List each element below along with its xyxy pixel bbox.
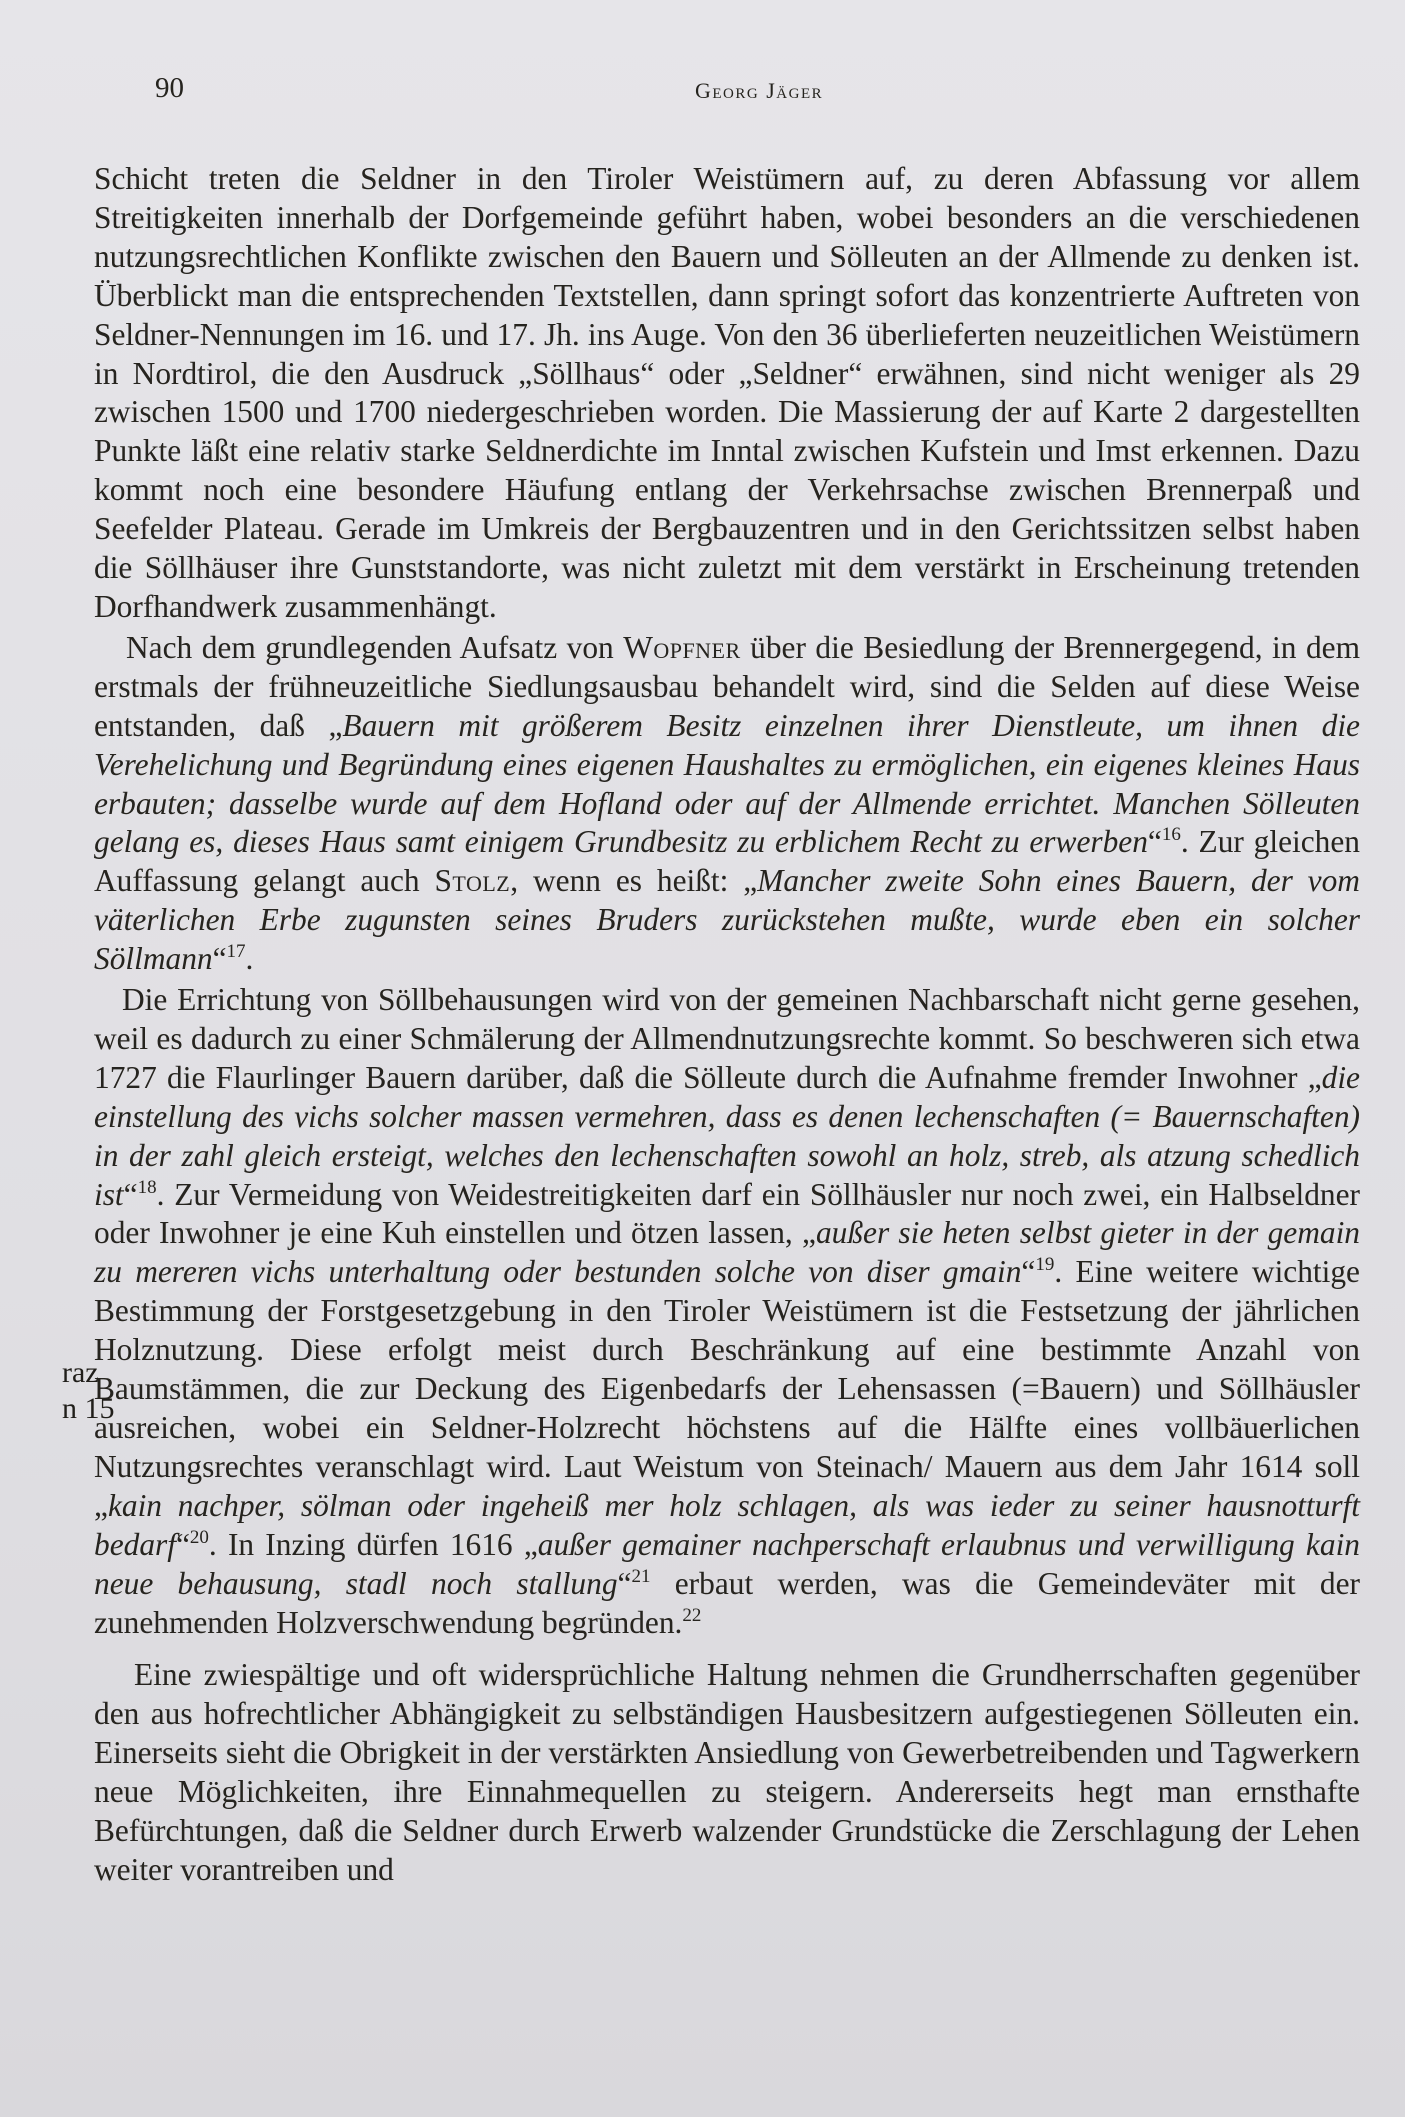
footnote-ref: 16 [1161,824,1181,846]
body-text [94,160,1360,1890]
footnote-ref: 19 [1035,1254,1055,1276]
footnote-ref: 17 [226,941,246,963]
text-run: “ [175,1526,190,1562]
page-header [155,72,1405,112]
paragraph [94,1656,1360,1889]
margin-note-line: n 15 [62,1392,115,1425]
text-run: Eine zwiespältige und oft widersprüchliche Haltung nehmen die Grundherrschaften gegenüber den aus hofrechtlicher Abhängigkeit zu selbständigen Hausbesitzern aufgestiegenen Sölleuten ein. Einerseits sieht die Obrigkeit in der verstärkten Ansiedlung von Gewerbetreibenden und Tagwerkern neue Möglichkeiten, ihre Einnahmequellen zu steigern. Andererseits hegt man ernsthafte Befürchtungen, daß die Seldner durch Erwerb walzender Grundstücke die Zerschlagung der Lehen weiter vorantreiben und [94,1657,1360,1887]
margin-note-line: raz [62,1356,99,1389]
footnote-ref: 18 [137,1176,157,1198]
text-run: . Zur gleichen Auffassung gelangt auch [94,824,1360,899]
running-head: Georg Jäger [695,78,824,103]
text-run: erbaut werden, was die Gemeindeväter mit der zunehmenden Holzverschwendung begründen. [94,1565,1360,1640]
quotation: außer gemainer nachperschaft erlaubnus und verwilligung kain neue behausung, stadl noch stallung [94,1526,1360,1601]
text-run: , wenn es heißt: „ [510,863,758,899]
footnote-ref: 22 [682,1604,702,1626]
margin-note [62,1355,115,1427]
text-run: “ [123,1176,138,1212]
footnote-ref: 20 [189,1526,209,1548]
paragraph [94,981,1360,1642]
paragraph [94,160,1360,627]
text-run: “ [1021,1254,1036,1290]
text-run: . Eine weitere wichtige Bestimmung der Forstgesetzgebung in den Tiroler Weistümern ist die Festsetzung der jährlichen Holznutzung. Diese erfolgt meist durch Beschränkung auf eine bestimmte Anzahl von Baumstämmen, die zur Deckung des Eigenbedarfs der Lehensassen (=Bauern) und Söllhäusler ausreichen, wobei ein Seldner-Holzrecht höchstens auf die Hälfte eines vollbäuerlichen Nutzungsrechtes veranschlagt wird. Laut Weistum von Steinach/ Mauern aus dem Jahr 1614 soll „ [94,1254,1360,1523]
page-number: 90 [155,72,184,104]
text-run: Nach dem grundlegenden Aufsatz von [126,629,624,665]
footnote-ref: 21 [631,1565,651,1587]
text-run: . Zur Vermeidung von Weidestreitigkeiten darf ein Söllhäusler nur noch zwei, ein Halbseldner oder Inwohner je eine Kuh einstellen und ötzen lassen, „ [94,1176,1360,1251]
text-run: über die Besiedlung der Brennergegend, in dem erstmals der frühneuzeitliche Siedlungsausbau behandelt wird, sind die Selden auf diese Weise entstanden, daß „ [94,629,1360,743]
paragraph [94,629,1360,979]
quotation: die einstellung des vichs solcher massen vermehren, dass es denen lechenschaften (= Bauernschaften) in der zahl gleich ersteigt, welches den lechenschaften sowohl an holz, streb, als atzung schedlich ist [94,1059,1360,1212]
text-run: “ [1147,824,1162,860]
quotation: kain nachper, sölman oder ingeheiß mer holz schlagen, als was ieder zu seiner hausnotturft bedarf [94,1487,1360,1562]
quotation: Mancher zweite Sohn eines Bauern, der vom väterlichen Erbe zugunsten seines Bruders zurückstehen mußte, wurde eben ein solcher Söllmann [94,863,1360,977]
author-name: Stolz [434,863,511,899]
text-run: “ [617,1565,632,1601]
text-run: Schicht treten die Seldner in den Tiroler Weistümern auf, zu deren Abfassung vor allem Streitigkeiten innerhalb der Dorfgemeinde geführt haben, wobei besonders an die verschiedenen nutzungsrechtlichen Konflikte zwischen den Bauern und Sölleuten an der Allmende zu denken ist. Überblickt man die entsprechenden Textstellen, dann springt sofort das konzentrierte Auftreten von Seldner-Nennungen im 16. und 17. Jh. ins Auge. Von den 36 überlieferten neuzeitlichen Weistümern in Nordtirol, die den Ausdruck „Söllhaus“ oder „Seldner“ erwähnen, sind nicht weniger als 29 zwischen 1500 und 1700 niedergeschrieben worden. Die Massierung der auf Karte 2 dargestellten Punkte läßt eine relativ starke Seldnerdichte im Inntal zwischen Kufstein und Imst erkennen. Dazu kommt noch eine besondere Häufung entlang der Verkehrsachse zwischen Brennerpaß und Seefelder Plateau. Gerade im Umkreis der Bergbauzentren und in den Gerichtssitzen selbst haben die Söllhäuser ihre Gunststandorte, was nicht zuletzt mit dem verstärkt in Erscheinung tretenden Dorfhandwerk zusammenhängt. [94,161,1360,624]
text-run: “ [212,941,227,977]
quotation: Bauern mit größerem Besitz einzelnen ihrer Dienstleute, um ihnen die Verehelichung und Begründung eines eigenen Haushaltes zu ermöglichen, ein eigenes kleines Haus erbauten; dasselbe wurde auf dem Hofland oder auf der Allmende errichtet. Manchen Sölleuten gelang es, dieses Haus samt einigem Grundbesitz zu erblichem Recht zu erwerben [94,707,1360,860]
author-name: Wopfner [623,629,741,665]
text-run: . In Inzing dürfen 1616 „ [208,1526,538,1562]
quotation: außer sie heten selbst gieter in der gemain zu mereren vichs unterhaltung oder bestunden solche von diser gmain [94,1215,1360,1290]
text-run: . [245,941,254,977]
text-run: Die Errichtung von Söllbehausungen wird von der gemeinen Nachbarschaft nicht gerne gesehen, weil es dadurch zu einer Schmälerung der Allmendnutzungsrechte kommt. So beschweren sich etwa 1727 die Flaurlinger Bauern darüber, daß die Sölleute durch die Aufnahme fremder Inwohner „ [94,982,1360,1095]
